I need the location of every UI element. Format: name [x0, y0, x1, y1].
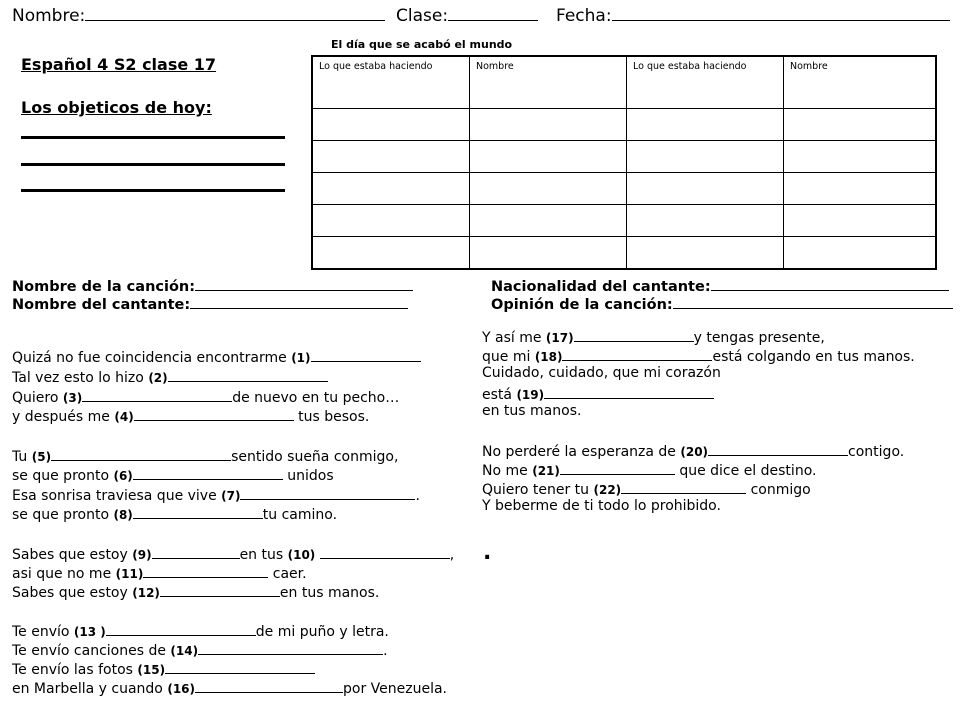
- lyric-line: en Marbella y cuando (16) por Venezuela.: [12, 678, 447, 697]
- table-cell[interactable]: [627, 141, 784, 173]
- blank-10[interactable]: [320, 544, 450, 559]
- lyric-line: en tus manos.: [482, 403, 582, 419]
- lyric-line: y después me (4) tus besos.: [12, 406, 369, 425]
- blank-2[interactable]: [168, 367, 328, 382]
- lyric-line: Cuidado, cuidado, que mi corazón: [482, 365, 721, 381]
- table-header-row: [312, 56, 936, 109]
- blank-7[interactable]: [240, 485, 415, 500]
- blank-5[interactable]: [51, 446, 231, 461]
- lyric-line: Quiero tener tu (22) conmigo: [482, 479, 811, 498]
- table-header-cell: Nombre: [470, 56, 627, 109]
- lyric-line: Quizá no fue coincidencia encontrarme (1): [12, 347, 421, 366]
- table-row: [312, 237, 936, 270]
- blank-19[interactable]: [544, 384, 714, 399]
- table-cell[interactable]: [784, 141, 937, 173]
- blank-18[interactable]: [562, 346, 712, 361]
- blank-12[interactable]: [160, 582, 280, 597]
- lyric-line: se que pronto (6) unidos: [12, 465, 334, 484]
- blank-14[interactable]: [198, 640, 383, 655]
- lyric-line: Sabes que estoy (12) en tus manos.: [12, 582, 379, 601]
- blank-3[interactable]: [82, 387, 232, 402]
- blank-15[interactable]: [165, 659, 315, 674]
- table-cell[interactable]: [312, 109, 470, 141]
- table-cell[interactable]: [627, 205, 784, 237]
- table-cell[interactable]: [470, 237, 627, 270]
- table-cell[interactable]: [784, 205, 937, 237]
- table-header-cell: Lo que estaba haciendo: [312, 56, 470, 109]
- objectives-heading: Los objeticos de hoy:: [21, 98, 212, 117]
- nationality-field[interactable]: [711, 276, 949, 291]
- lyric-line: No perderé la esperanza de (20) contigo.: [482, 441, 904, 460]
- table-cell[interactable]: [470, 205, 627, 237]
- blank-13[interactable]: [106, 621, 256, 636]
- blank-4[interactable]: [134, 406, 294, 421]
- table-cell[interactable]: [470, 141, 627, 173]
- lyric-line: Quiero (3) de nuevo en tu pecho…: [12, 387, 399, 406]
- table-header-cell: Lo que estaba haciendo: [627, 56, 784, 109]
- table-cell[interactable]: [627, 173, 784, 205]
- date-label: Fecha:: [556, 6, 950, 26]
- table-row: [312, 205, 936, 237]
- name-field[interactable]: [85, 6, 385, 21]
- blank-8[interactable]: [133, 504, 263, 519]
- singer-name-label: Nombre del cantante:: [12, 294, 408, 313]
- table-cell[interactable]: [784, 109, 937, 141]
- table-cell[interactable]: [627, 109, 784, 141]
- lyric-line: Y así me (17) y tengas presente,: [482, 327, 825, 346]
- lyric-line: Tal vez esto lo hizo (2): [12, 367, 328, 386]
- table-row: [312, 109, 936, 141]
- table-cell[interactable]: [784, 237, 937, 270]
- class-field[interactable]: [448, 6, 538, 21]
- lyric-line: No me (21) que dice el destino.: [482, 460, 816, 479]
- nationality-label: Nacionalidad del cantante:: [491, 276, 949, 295]
- table-cell[interactable]: [312, 205, 470, 237]
- table-cell[interactable]: [312, 141, 470, 173]
- blank-16[interactable]: [195, 678, 343, 693]
- objective-line-2[interactable]: [21, 163, 285, 166]
- objective-line-3[interactable]: [21, 189, 285, 192]
- table-row: [312, 173, 936, 205]
- blank-6[interactable]: [133, 465, 283, 480]
- stray-dot: .: [483, 540, 492, 565]
- course-title: Español 4 S2 clase 17: [21, 55, 217, 74]
- blank-9[interactable]: [152, 544, 240, 559]
- table-row: [312, 141, 936, 173]
- lyric-line: Te envío (13 ) de mi puño y letra.: [12, 621, 389, 640]
- lyric-line: Te envío las fotos (15): [12, 659, 315, 678]
- blank-1[interactable]: [311, 347, 421, 362]
- lyric-line: Te envío canciones de (14) .: [12, 640, 388, 659]
- song-name-label: Nombre de la canción:: [12, 276, 413, 295]
- blank-20[interactable]: [708, 441, 848, 456]
- lyric-line: Tu (5) sentido sueña conmigo,: [12, 446, 398, 465]
- blank-17[interactable]: [574, 327, 694, 342]
- table-caption: El día que se acabó el mundo: [331, 38, 513, 51]
- table-header-cell: Nombre: [784, 56, 937, 109]
- blank-22[interactable]: [621, 479, 746, 494]
- song-name-field[interactable]: [195, 276, 413, 291]
- table-cell[interactable]: [470, 109, 627, 141]
- lyric-line: se que pronto (8) tu camino.: [12, 504, 337, 523]
- singer-name-field[interactable]: [190, 294, 408, 309]
- class-label: Clase:: [396, 6, 538, 26]
- lyric-line: asi que no me (11) caer.: [12, 563, 307, 582]
- opinion-label: Opinión de la canción:: [491, 294, 953, 313]
- lyric-line: está (19): [482, 384, 714, 403]
- objective-line-1[interactable]: [21, 136, 285, 139]
- table-cell[interactable]: [627, 237, 784, 270]
- blank-21[interactable]: [560, 460, 675, 475]
- name-label: Nombre:: [12, 6, 385, 26]
- table-cell[interactable]: [312, 173, 470, 205]
- table-cell[interactable]: [784, 173, 937, 205]
- lyric-line: que mi (18) está colgando en tus manos.: [482, 346, 915, 365]
- lyric-line: Esa sonrisa traviesa que vive (7) .: [12, 485, 420, 504]
- table-cell[interactable]: [312, 237, 470, 270]
- date-field[interactable]: [612, 6, 950, 21]
- activity-table: [311, 55, 937, 270]
- opinion-field[interactable]: [673, 294, 953, 309]
- blank-11[interactable]: [143, 563, 268, 578]
- lyric-line: Y beberme de ti todo lo prohibido.: [482, 498, 721, 514]
- table-cell[interactable]: [470, 173, 627, 205]
- lyric-line: Sabes que estoy (9) en tus (10) ,: [12, 544, 454, 563]
